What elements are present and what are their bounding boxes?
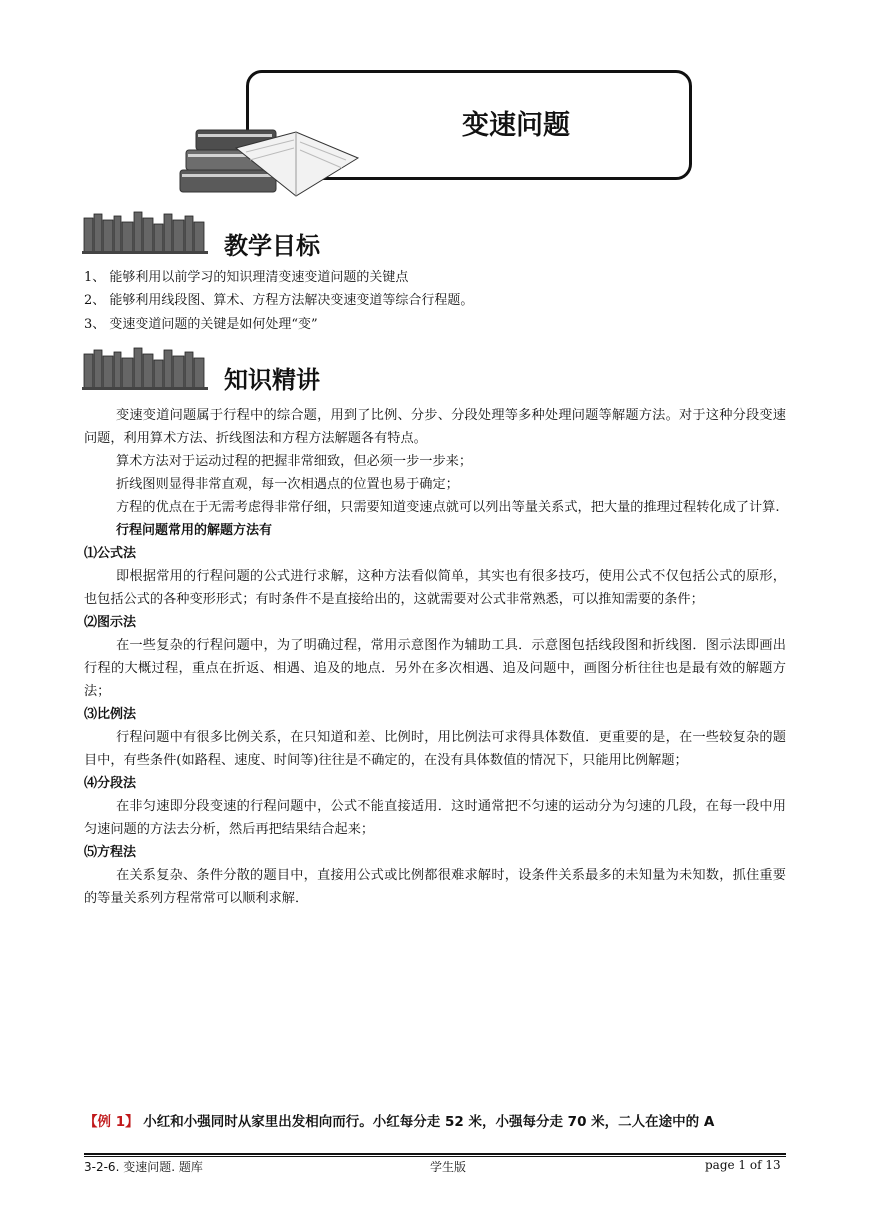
method-body: 在一些复杂的行程问题中，为了明确过程，常用示意图作为辅助工具．示意图包括线段图和折线图．图示法即画出行程的大概过程，重点在折返、相遇、追及的地点．另外在多次相遇、追及问题中，画图分析往往也是最有效的解题方法； <box>84 638 786 699</box>
intro-paragraph: 变速变道问题属于行程中的综合题，用到了比例、分步、分段处理等多种处理问题等解题方法。对于这种分段变速问题，利用算术方法、折线图法和方程方法解题各有特点。 <box>84 408 786 446</box>
page-title: 变速问题 <box>462 109 570 141</box>
example-1 <box>84 1110 784 1130</box>
footer-left: 3-2-6. 变速问题. 题库 <box>84 1160 203 1174</box>
section-title-knowledge: 知识精讲 <box>224 366 320 394</box>
method-title: ⑸方程法 <box>84 845 137 860</box>
method-body: 行程问题中有很多比例关系，在只知道和差、比例时，用比例法可求得具体数值．更重要的是，在一些较复杂的题目中，有些条件(如路程、速度、时间等)往往是不确定的，在没有具体数值的情况下，只能用比例解题； <box>84 730 786 768</box>
goal-item-1: 1、 能够利用以前学习的知识理清变速变道问题的关键点 <box>84 270 409 285</box>
bookshelf-icon <box>82 346 212 390</box>
books-illustration <box>176 118 360 198</box>
method-title: ⑷分段法 <box>84 776 137 791</box>
intro-paragraph: 算术方法对于运动过程的把握非常细致，但必须一步一步来； <box>116 454 473 469</box>
method-title: ⑵图示法 <box>84 615 137 630</box>
intro-paragraph: 方程的优点在于无需考虑得非常仔细，只需要知道变速点就可以列出等量关系式，把大量的推理过程转化成了计算. <box>116 500 780 515</box>
bookshelf-icon <box>82 210 212 254</box>
example-text: 小红和小强同时从家里出发相向而行。小红每分走 52 米，小强每分走 70 米，二人在途中的 A <box>143 1114 715 1130</box>
method-title: ⑶比例法 <box>84 707 137 722</box>
section-title-goals: 教学目标 <box>224 232 320 260</box>
method-body: 在关系复杂、条件分散的题目中，直接用公式或比例都很难求解时，设条件关系最多的未知量为未知数，抓住重要的等量关系列方程常常可以顺利求解． <box>84 868 786 906</box>
methods-heading: 行程问题常用的解题方法有 <box>116 523 273 538</box>
goal-item-2: 2、 能够利用线段图、算术、方程方法解决变速变道等综合行程题。 <box>84 293 474 308</box>
intro-paragraph: 折线图则显得非常直观，每一次相遇点的位置也易于确定； <box>116 477 459 492</box>
example-tag: 【例 1】 <box>84 1114 139 1130</box>
footer-rule <box>84 1156 786 1157</box>
method-body: 即根据常用的行程问题的公式进行求解，这种方法看似简单，其实也有很多技巧，使用公式不仅包括公式的原形，也包括公式的各种变形形式；有时条件不是直接给出的，这就需要对公式非常熟悉，可以推知需要的条件； <box>84 569 786 607</box>
footer-center: 学生版 <box>430 1160 467 1174</box>
method-body: 在非匀速即分段变速的行程问题中，公式不能直接适用．这时通常把不匀速的运动分为匀速的几段，在每一段中用匀速问题的方法去分析，然后再把结果结合起来； <box>84 799 786 837</box>
method-title: ⑴公式法 <box>84 546 137 561</box>
knowledge-body <box>84 404 786 910</box>
footer-page: page 1 of 13 <box>705 1158 781 1172</box>
goal-item-3: 3、 变速变道问题的关键是如何处理“变” <box>84 317 318 332</box>
footer-rule <box>84 1153 786 1155</box>
